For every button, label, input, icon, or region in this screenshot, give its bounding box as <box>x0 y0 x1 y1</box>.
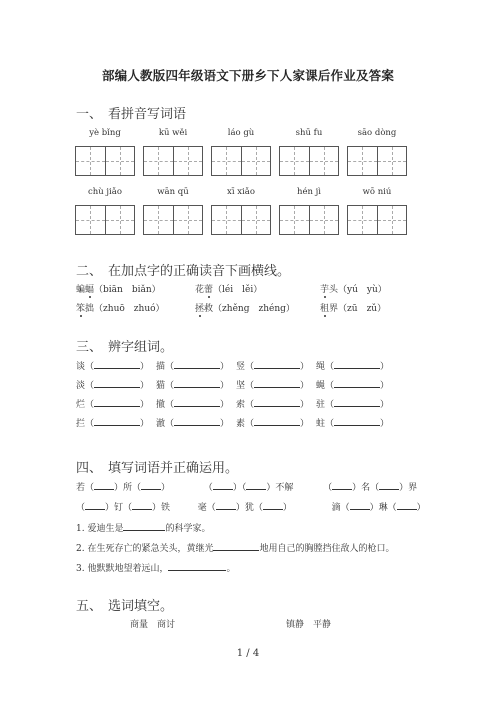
answer-blank[interactable] <box>94 379 140 388</box>
word-group-item: 素（ ） <box>236 419 310 429</box>
answer-blank[interactable] <box>254 398 300 407</box>
answer-blank[interactable] <box>254 417 300 426</box>
word-choice-1: 商量 商讨 <box>130 620 176 630</box>
word-group-item: 坚（ ） <box>236 381 310 391</box>
word-group-item: 索（ ） <box>236 400 310 410</box>
idiom-blank[interactable] <box>94 481 114 490</box>
word-group-item: 拦（ ） <box>76 419 150 429</box>
reading-item: 笨拙（zhuō zhuó） <box>76 304 165 314</box>
idiom-blank[interactable] <box>397 501 417 510</box>
pinyin-2-5: wō niú <box>362 187 392 197</box>
answer-blank[interactable] <box>334 360 380 369</box>
word-group-item: 蝇（ ） <box>316 381 390 391</box>
pinyin-2-3: xī xiǎo <box>227 187 255 197</box>
word-group-item: 绳（ ） <box>316 362 390 372</box>
idiom-blank[interactable] <box>85 501 105 510</box>
pinyin-1-3: láo gù <box>227 128 255 138</box>
answer-blank[interactable] <box>334 417 380 426</box>
idiom-blank[interactable] <box>132 501 152 510</box>
page-title: 部编人教版四年级语文下册乡下人家课后作业及答案 <box>101 68 395 83</box>
answer-blank[interactable] <box>213 542 259 551</box>
answer-blank[interactable] <box>94 360 140 369</box>
answer-blank[interactable] <box>168 562 226 571</box>
writing-grid[interactable] <box>75 205 135 235</box>
writing-grid[interactable] <box>279 205 339 235</box>
answer-blank[interactable] <box>254 360 300 369</box>
page-number: 1 / 4 <box>236 648 260 659</box>
writing-grid[interactable] <box>211 146 271 176</box>
writing-grid[interactable] <box>143 205 203 235</box>
writing-grid[interactable] <box>347 205 407 235</box>
section-4-number: 四、 <box>76 461 103 476</box>
reading-item: 蝙蝠（biān biǎn） <box>76 285 161 295</box>
idiom-row-1: 若（ ）所（ ） （ ）（ ）不解 （ ）名（ ）界 <box>76 483 418 493</box>
section-4-heading <box>76 457 238 476</box>
pinyin-1-5: sāo dòng <box>357 128 397 138</box>
answer-blank[interactable] <box>174 379 220 388</box>
pinyin-2-2: wān qū <box>157 187 189 197</box>
section-1-heading <box>76 103 186 122</box>
word-group-item: 谈（ ） <box>76 362 150 372</box>
section-4-label: 填写词语并正确运用。 <box>108 461 239 476</box>
section-2-label: 在加点字的正确读音下画横线。 <box>108 264 291 279</box>
idiom-row-2: （ ）钉（ ）铁 毫（ ）犹（ ） 滴（ ）琳（ ） <box>76 503 426 513</box>
writing-grid[interactable] <box>347 146 407 176</box>
pinyin-1-2: kū wěi <box>158 128 188 138</box>
idiom-blank[interactable] <box>379 481 399 490</box>
writing-grid[interactable] <box>211 205 271 235</box>
section-5-heading <box>76 595 173 614</box>
section-3-number: 三、 <box>76 340 103 355</box>
answer-blank[interactable] <box>94 398 140 407</box>
word-group-item: 描（ ） <box>156 362 230 372</box>
section-2-heading <box>76 260 290 279</box>
idiom-blank[interactable] <box>246 481 266 490</box>
idiom-blank[interactable] <box>263 501 283 510</box>
idiom-blank[interactable] <box>213 481 233 490</box>
pinyin-1-4: shū fu <box>295 128 323 138</box>
idiom-blank[interactable] <box>141 481 161 490</box>
pinyin-2-4: hén jì <box>296 187 322 197</box>
answer-blank[interactable] <box>174 417 220 426</box>
writing-grid[interactable] <box>75 146 135 176</box>
sentence-2: 2. 在生死存亡的紧急关头，黄继光 地用自己的胸膛挡住敌人的枪口。 <box>76 544 395 554</box>
section-1-number: 一、 <box>76 107 103 122</box>
word-group-item: 澈（ ） <box>156 419 230 429</box>
reading-item: 租界（zū zǔ） <box>320 304 387 314</box>
sentence-1: 1. 爱迪生是 的科学家。 <box>76 524 211 534</box>
word-group-item: 撤（ ） <box>156 400 230 410</box>
section-3-heading <box>76 336 173 355</box>
word-group-item: 蛀（ ） <box>316 419 390 429</box>
sentence-3: 3. 他默默地望着远山， 。 <box>76 564 236 574</box>
answer-blank[interactable] <box>254 379 300 388</box>
answer-blank[interactable] <box>174 360 220 369</box>
word-choice-2: 镇静 平静 <box>286 620 332 630</box>
section-2-number: 二、 <box>76 264 103 279</box>
word-group-item: 竖（ ） <box>236 362 310 372</box>
answer-blank[interactable] <box>174 398 220 407</box>
reading-item: 芋头（yú yù） <box>320 285 387 295</box>
section-5-label: 选词填空。 <box>108 599 174 614</box>
section-3-label: 辨字组词。 <box>108 340 174 355</box>
pinyin-2-1: chù jiǎo <box>88 187 122 197</box>
answer-blank[interactable] <box>123 522 165 531</box>
word-group-item: 烂（ ） <box>76 400 150 410</box>
writing-grid[interactable] <box>279 146 339 176</box>
idiom-blank[interactable] <box>216 501 236 510</box>
word-group-item: 猫（ ） <box>156 381 230 391</box>
answer-blank[interactable] <box>334 398 380 407</box>
answer-blank[interactable] <box>94 417 140 426</box>
pinyin-1-1: yè bǐng <box>89 128 121 138</box>
answer-blank[interactable] <box>334 379 380 388</box>
section-1-label: 看拼音写词语 <box>108 107 187 122</box>
word-group-item: 驻（ ） <box>316 400 390 410</box>
reading-item: 花蕾（léi lěi） <box>195 285 263 295</box>
section-5-number: 五、 <box>76 599 103 614</box>
idiom-blank[interactable] <box>332 481 352 490</box>
word-group-item: 淡（ ） <box>76 381 150 391</box>
reading-item: 拯救（zhěng zhéng） <box>195 304 295 314</box>
writing-grid[interactable] <box>143 146 203 176</box>
idiom-blank[interactable] <box>350 501 370 510</box>
